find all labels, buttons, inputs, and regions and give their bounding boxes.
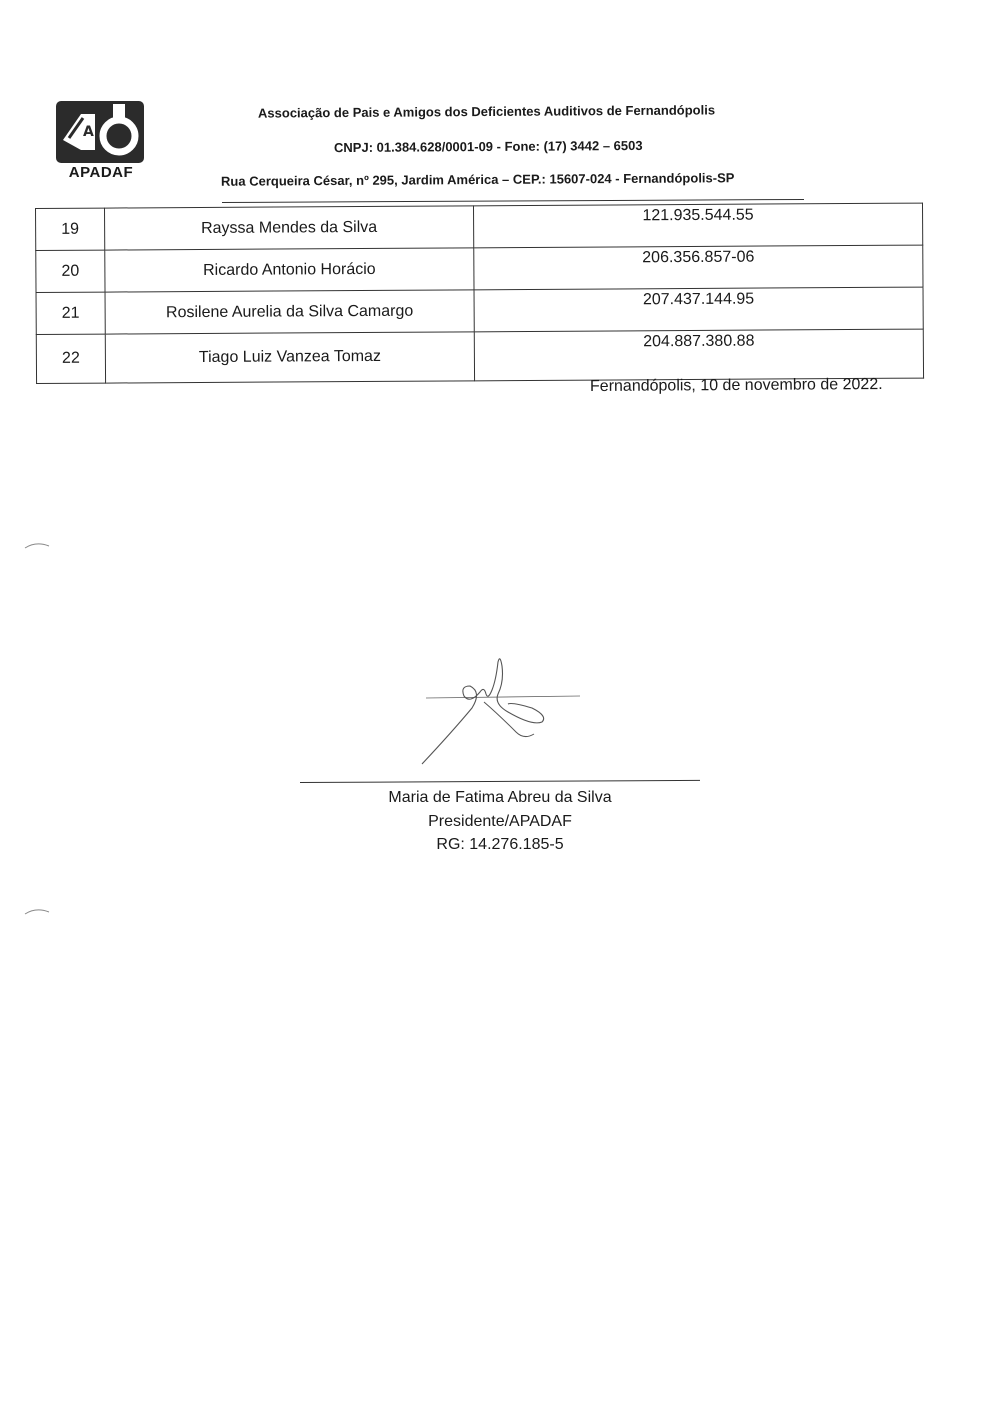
- signatory-rg: RG: 14.276.185-5: [436, 836, 564, 853]
- date-line: Fernandópolis, 10 de novembro de 2022.: [589, 375, 883, 396]
- member-name: Rosilene Aurelia da Silva Camargo: [105, 290, 474, 334]
- header-divider: [222, 199, 804, 203]
- table-row: [36, 287, 923, 334]
- signatory-role: Presidente/APADAF: [428, 813, 572, 830]
- signature-rule: [300, 780, 700, 783]
- apadaf-logo: [55, 100, 147, 184]
- member-cpf: 204.887.380.88: [474, 329, 923, 381]
- logo-wordmark: APADAF: [68, 164, 134, 181]
- table-row: [36, 245, 923, 292]
- member-name: Rayssa Mendes da Silva: [105, 206, 474, 250]
- ear-logo-icon: [55, 100, 145, 164]
- cnpj-phone: CNPJ: 01.384.628/0001-09 - Fone: (17) 3442 – 6503: [333, 137, 643, 156]
- svg-text:A: A: [83, 124, 94, 140]
- punch-hole-mark: [24, 540, 50, 550]
- signatory-name: Maria de Fatima Abreu da Silva: [388, 789, 612, 806]
- table-row: [36, 329, 923, 383]
- members-table-wrapper: [35, 203, 924, 384]
- organization-name: Associação de Pais e Amigos dos Deficientes Auditivos de Fernandópolis: [257, 102, 716, 121]
- handwritten-signature: [412, 652, 592, 770]
- row-number: 20: [36, 250, 105, 292]
- punch-hole-mark: [24, 906, 50, 916]
- member-name: Tiago Luiz Vanzea Tomaz: [105, 332, 474, 383]
- row-number: 21: [36, 292, 105, 334]
- row-number: 19: [36, 208, 105, 250]
- member-cpf: 207.437.144.95: [474, 287, 923, 332]
- member-name: Ricardo Antonio Horácio: [105, 248, 474, 292]
- members-table: [35, 203, 924, 384]
- member-cpf: 206.356.857-06: [474, 245, 923, 290]
- row-number: 22: [36, 334, 105, 383]
- table-row: [36, 203, 923, 250]
- address: Rua Cerqueira César, nº 295, Jardim América – CEP.: 15607-024 - Fernandópolis-SP: [220, 170, 735, 189]
- member-cpf: 121.935.544.55: [473, 203, 922, 248]
